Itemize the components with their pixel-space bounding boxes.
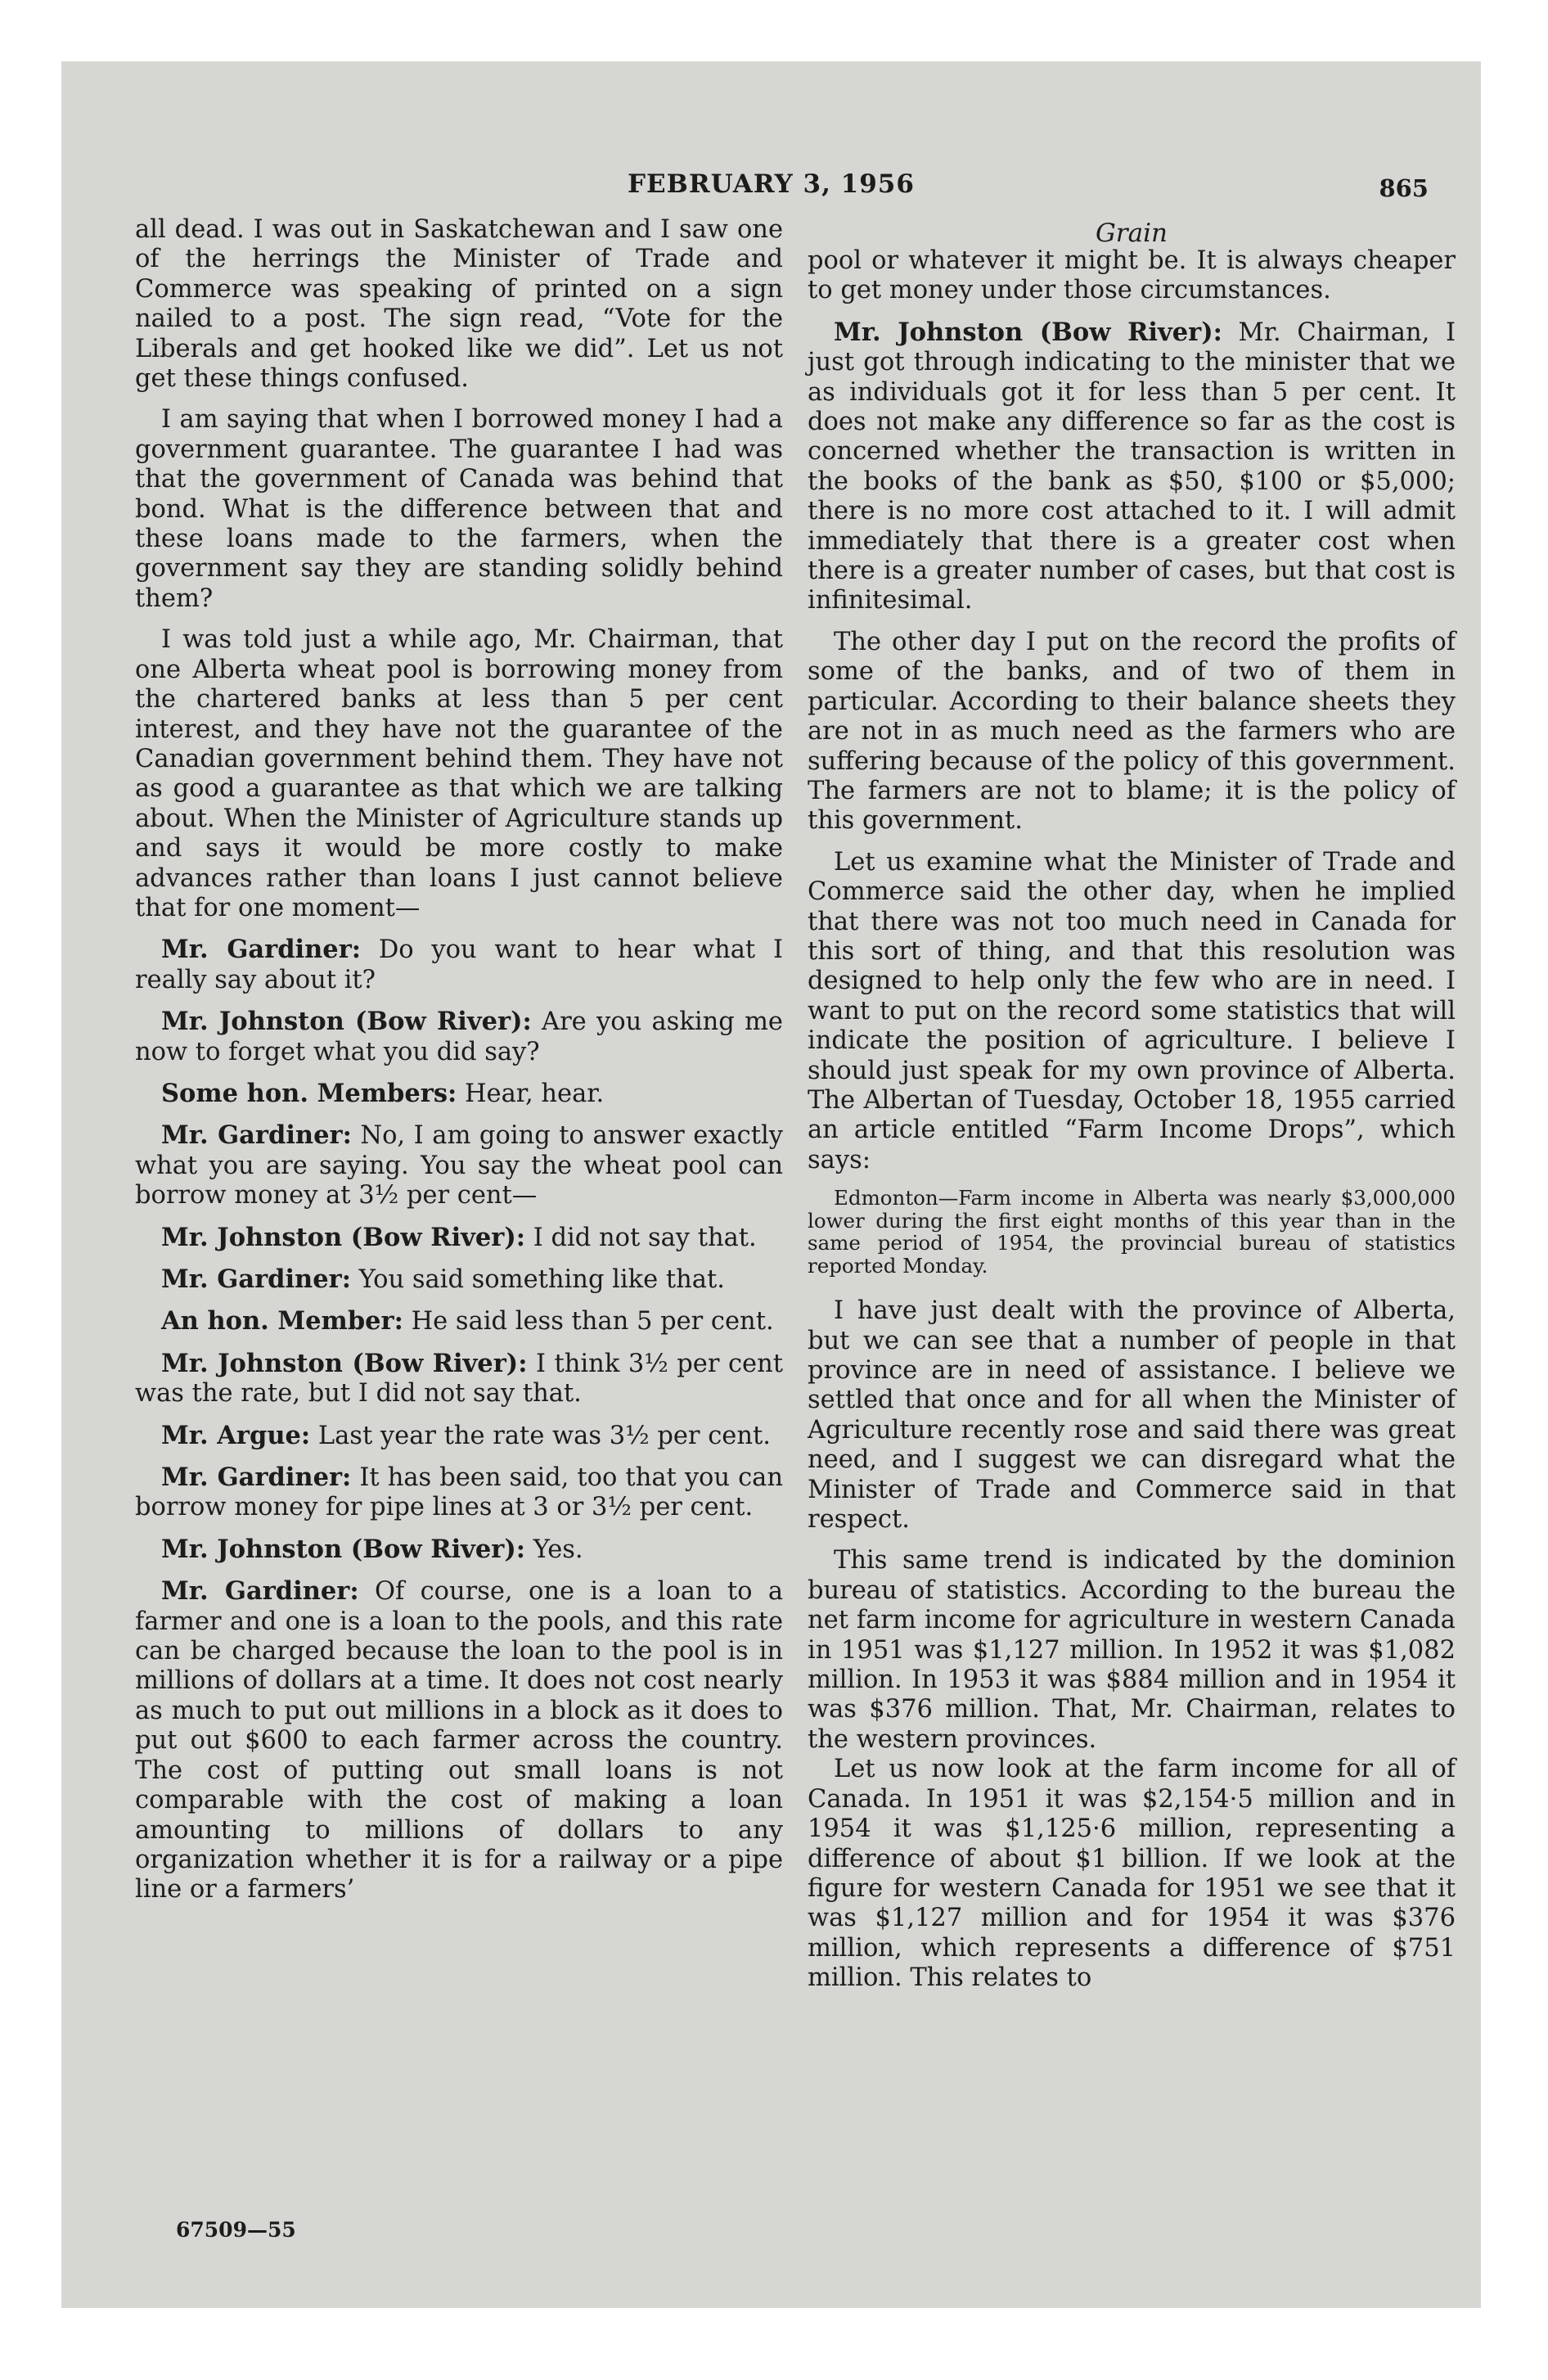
page-scan	[61, 61, 1481, 2308]
speech-text: Last year the rate was 3½ per cent.	[310, 1421, 771, 1450]
body-paragraph: Let us now look at the farm income for all of Canada. In 1951 it was $2,154·5 million and in 1954 it was $1,125·6 million, representing a difference of about $1 billion. If we look at the figure for western Canada for 1951 we see that it was $1,127 million and for 1954 it was $376 million, which represents a difference of $751 million. This relates to	[808, 1755, 1456, 1993]
speech-text: Mr. Chairman, I just got through indicating to the minister that we as individuals got it for less than 5 per cent. It does not make any difference so far as the cost is concerned whether the transaction is written in the books of the bank as $50, $100 or $5,000; there is no more cost attached to it. I will admit immediately that there is a greater cost when there is a greater number of cases, but that cost is infinitesimal.	[808, 318, 1456, 615]
body-paragraph: pool or whatever it might be. It is always cheaper to get money under those circumstances.	[808, 246, 1456, 305]
speech-text: It has been said, too that you can borrow money for pipe lines at 3 or 3½ per cent.	[135, 1463, 784, 1522]
page-number: 865	[1379, 174, 1429, 202]
speaker-paragraph	[135, 1306, 783, 1336]
speaker-name: Mr. Johnston (Bow River):	[161, 1348, 528, 1378]
left-column	[135, 215, 783, 1917]
speech-text: Yes.	[525, 1535, 583, 1564]
speech-text: He said less than 5 per cent.	[403, 1307, 774, 1336]
speaker-paragraph	[135, 1120, 783, 1210]
speaker-name: Mr. Johnston (Bow River):	[161, 1222, 526, 1252]
speaker-name: Mr. Gardiner:	[161, 1264, 351, 1294]
body-paragraph: This same trend is indicated by the dominion bureau of statistics. According to the bureau the net farm income for agriculture in western Canada in 1951 was $1,127 million. In 1952 it was $1,082 million. In 1953 it was $884 million and in 1954 it was $376 million. That, Mr. Chairman, relates to the western provinces.	[808, 1546, 1456, 1754]
body-paragraph: I am saying that when I borrowed money I had a government guarantee. The guarantee I had was that the government of Canada was behind that bond. What is the difference between that and these loans made to the farmers, when the government say they are standing solidly behind them?	[135, 405, 783, 613]
speaker-name: Mr. Johnston (Bow River):	[161, 1007, 532, 1037]
body-paragraph: Let us examine what the Minister of Trade and Commerce said the other day, when he implied that there was not too much need in Canada for this sort of thing, and that this resolution was designed to help only the few who are in need. I want to put on the record some statistics that will indicate the position of agriculture. I believe I should just speak for my own province of Alberta. The Albertan of Tuesday, October 18, 1955 carried an article entitled “Farm Income Drops”, which says:	[808, 847, 1456, 1174]
speaker-paragraph	[135, 1535, 783, 1565]
speaker-name: Mr. Argue:	[161, 1420, 311, 1450]
speaker-paragraph	[135, 1463, 783, 1523]
speech-text: Are you asking me now to forget what you did say?	[135, 1007, 783, 1066]
speech-text: Of course, one is a loan to a farmer and one is a loan to the pools, and this rate can be charged because the loan to the pool is in millions of dollars at a time. It does not cost nearly as much to put out millions in a block as it does to put out $600 to each farmer across the country. The cost of putting out small loans is not comparable with the cost of making a loan amounting to millions of dollars to any organization whether it is for a railway or a pipe line or a farmers’	[135, 1577, 784, 1904]
speaker-name: Some hon. Members:	[161, 1078, 457, 1108]
speaker-name: Mr. Johnston (Bow River):	[161, 1534, 526, 1564]
speaker-paragraph	[808, 318, 1456, 616]
speaker-name: Mr. Johnston (Bow River):	[834, 317, 1222, 347]
right-column	[808, 219, 1456, 2005]
speaker-paragraph	[135, 1421, 783, 1451]
body-paragraph: I have just dealt with the province of Alberta, but we can see that a number of people in that province are in need of assistance. I believe we settled that once and for all when the Minister of Agriculture recently rose and said there was great need, and I suggest we can disregard what the Minister of Trade and Commerce said in that respect.	[808, 1296, 1456, 1535]
speech-text: No, I am going to answer exactly what you are saying. You say the wheat pool can borrow money at 3½ per cent—	[135, 1121, 783, 1210]
speaker-name: Mr. Gardiner:	[161, 1463, 352, 1493]
footer-code: 67509—55	[176, 2218, 296, 2242]
running-head: Grain	[1096, 219, 1168, 248]
body-paragraph: all dead. I was out in Saskatchewan and I saw one of the herrings the Minister of Trade and Commerce was speaking of printed on a sign nailed to a post. The sign read, “Vote for the Liberals and get hooked like we did”. Let us not get these things confused.	[135, 215, 783, 394]
page-date: FEBRUARY 3, 1956	[628, 169, 915, 199]
body-paragraph: The other day I put on the record the profits of some of the banks, and of two of them in particular. According to their balance sheets they are not in as much need as the farmers who are suffering because of the policy of this government. The farmers are not to blame; it is the policy of this government.	[808, 627, 1456, 836]
speaker-paragraph	[135, 1223, 783, 1253]
speaker-name: Mr. Gardiner:	[161, 1576, 359, 1607]
speech-text: You said something like that.	[350, 1265, 725, 1294]
speech-text: Hear, hear.	[457, 1079, 605, 1108]
speaker-name: Mr. Gardiner:	[161, 1120, 352, 1151]
speech-text: I did not say that.	[525, 1223, 757, 1252]
speech-text: Do you want to hear what I really say about it?	[135, 935, 783, 994]
speaker-paragraph	[135, 1079, 783, 1109]
quoted-excerpt: Edmonton—Farm income in Alberta was nearly $3,000,000 lower during the first eight months of this year than in the same period of 1954, the provincial bureau of statistics reported Monday.	[808, 1186, 1456, 1278]
speaker-paragraph	[135, 935, 783, 995]
speaker-name: An hon. Member:	[161, 1306, 403, 1336]
speaker-paragraph	[135, 1264, 783, 1295]
speech-text: I think 3½ per cent was the rate, but I did not say that.	[135, 1349, 783, 1409]
speaker-name: Mr. Gardiner:	[161, 935, 362, 965]
speaker-paragraph	[135, 1007, 783, 1067]
speaker-paragraph	[135, 1576, 783, 1904]
body-paragraph: I was told just a while ago, Mr. Chairman, that one Alberta wheat pool is borrowing money from the chartered banks at less than 5 per cent interest, and they have not the guarantee of the Canadian government behind them. They have not as good a guarantee as that which we are talking about. When the Minister of Agriculture stands up and says it would be more costly to make advances rather than loans I just cannot believe that for one moment—	[135, 625, 783, 922]
speaker-paragraph	[135, 1349, 783, 1409]
